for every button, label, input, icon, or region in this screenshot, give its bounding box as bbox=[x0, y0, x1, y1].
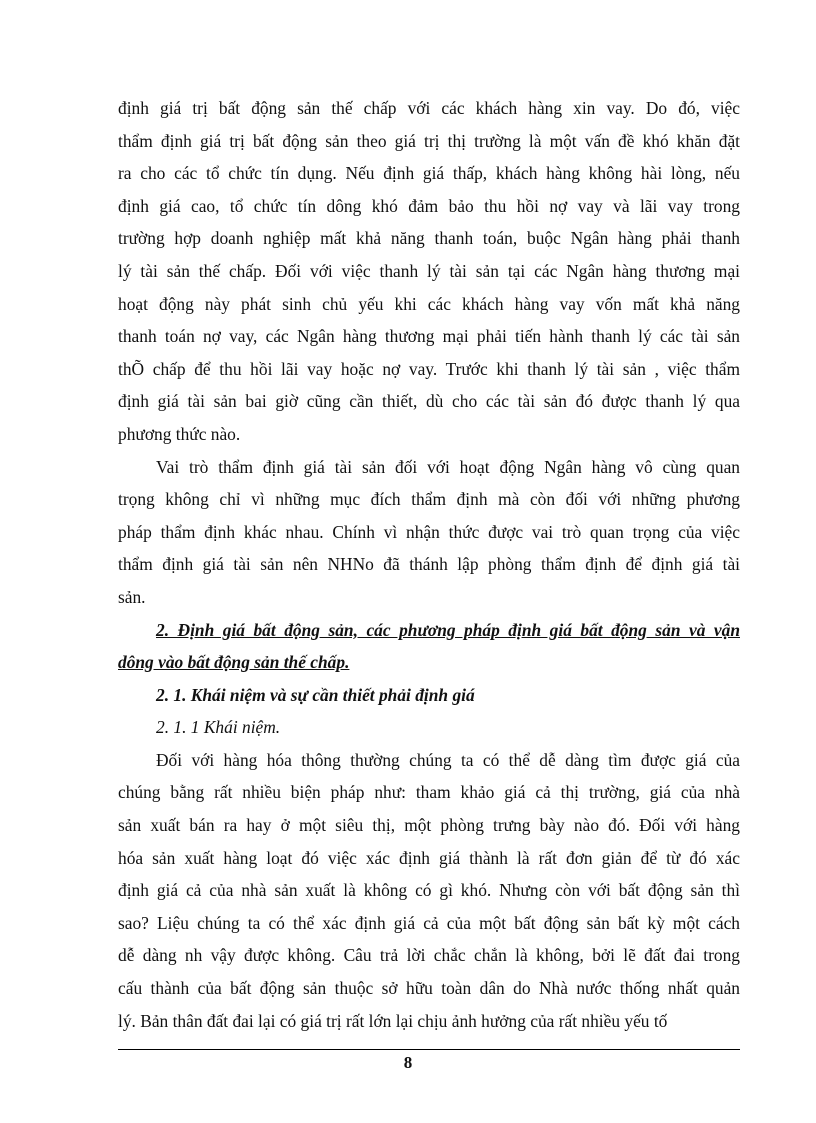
page-number: 8 bbox=[403, 1053, 413, 1072]
text-line: sao? Liệu chúng ta có thể xác định giá cả của một bất động sản bất kỳ một cách bbox=[118, 912, 740, 933]
text-line: ra cho các tổ chức tín dụng. Nếu định giá thấp, khách hàng không hài lòng, nếu bbox=[118, 163, 740, 184]
footer-divider bbox=[118, 1049, 740, 1050]
text-line: thẩm định giá trị bất động sản theo giá trị thị trường là một vấn đề khó khăn đặt bbox=[118, 130, 740, 151]
sub-subsection-heading: 2. 1. 1 Khái niệm. bbox=[156, 717, 281, 738]
text-line: lý tài sản thế chấp. Đối với việc thanh lý tài sản tại các Ngân hàng thương mại bbox=[118, 260, 740, 281]
text-line: định giá cả của nhà sản xuất là không có gì khó. Nhưng còn với bất động sản thì bbox=[118, 880, 740, 901]
text-line: thanh toán nợ vay, các Ngân hàng thương mại phải tiến hành thanh lý các tài sản bbox=[118, 326, 740, 347]
text-line: sản xuất bán ra hay ở một siêu thị, một phòng trưng bày nào đó. Đối với hàng bbox=[118, 815, 740, 836]
text-line: pháp thẩm định khác nhau. Chính vì nhận thức được vai trò quan trọng của việc bbox=[118, 521, 740, 542]
text-line: thÕ chấp để thu hồi lãi vay hoặc nợ vay. Trước khi thanh lý tài sản , việc thẩm bbox=[118, 358, 740, 379]
text-line: Đối với hàng hóa thông thường chúng ta có thể dễ dàng tìm được giá của bbox=[156, 749, 740, 770]
subsection-heading: 2. 1. Khái niệm và sự cần thiết phải định giá bbox=[156, 684, 475, 705]
text-line: sản. bbox=[118, 586, 146, 607]
text-line: định giá trị bất động sản thế chấp với các khách hàng xin vay. Do đó, việc bbox=[118, 98, 740, 118]
text-line: lý. Bản thân đất đai lại có giá trị rất lớn lại chịu ảnh hưởng của rất nhiều yếu tố bbox=[118, 1010, 668, 1031]
page-body bbox=[118, 92, 740, 1037]
text-line: Vai trò thẩm định giá tài sản đối với hoạt động Ngân hàng vô cùng quan bbox=[156, 456, 740, 477]
text-line: trường hợp doanh nghiệp mất khả năng thanh toán, buộc Ngân hàng phải thanh bbox=[118, 228, 740, 249]
text-line: thẩm định giá tài sản nên NHNo đã thánh lập phòng thẩm định để định giá tài bbox=[118, 554, 740, 575]
section-heading-continued: dông vào bất động sản thế chấp. bbox=[118, 652, 350, 673]
text-line: cấu thành của bất động sản thuộc sở hữu toàn dân do Nhà nước thống nhất quản bbox=[118, 978, 740, 999]
text-line: hóa sản xuất hàng loạt đó việc xác định giá thành là rất đơn giản để từ đó xác bbox=[118, 847, 740, 868]
section-heading: 2. Định giá bất động sản, các phương pháp định giá bất động sản và vận bbox=[156, 619, 740, 640]
text-line: hoạt động này phát sinh chủ yếu khi các khách hàng vay vốn mất khả năng bbox=[118, 293, 740, 314]
text-line: trọng không chỉ vì những mục đích thẩm định mà còn đối với những phương bbox=[118, 489, 740, 510]
text-line: dễ dàng nh vậy được không. Câu trả lời chắc chắn là không, bởi lẽ đất đai trong bbox=[118, 945, 740, 966]
text-line: định giá cao, tổ chức tín dông khó đảm bảo thu hồi nợ vay và lãi vay trong bbox=[118, 195, 740, 216]
text-line: chúng bằng rất nhiều biện pháp như: tham khảo giá cả thị trường, giá của nhà bbox=[118, 782, 740, 803]
text-line: phương thức nào. bbox=[118, 423, 241, 444]
text-line: định giá tài sản bai giờ cũng cần thiết, dù cho các tài sản đó được thanh lý qua bbox=[118, 391, 740, 412]
